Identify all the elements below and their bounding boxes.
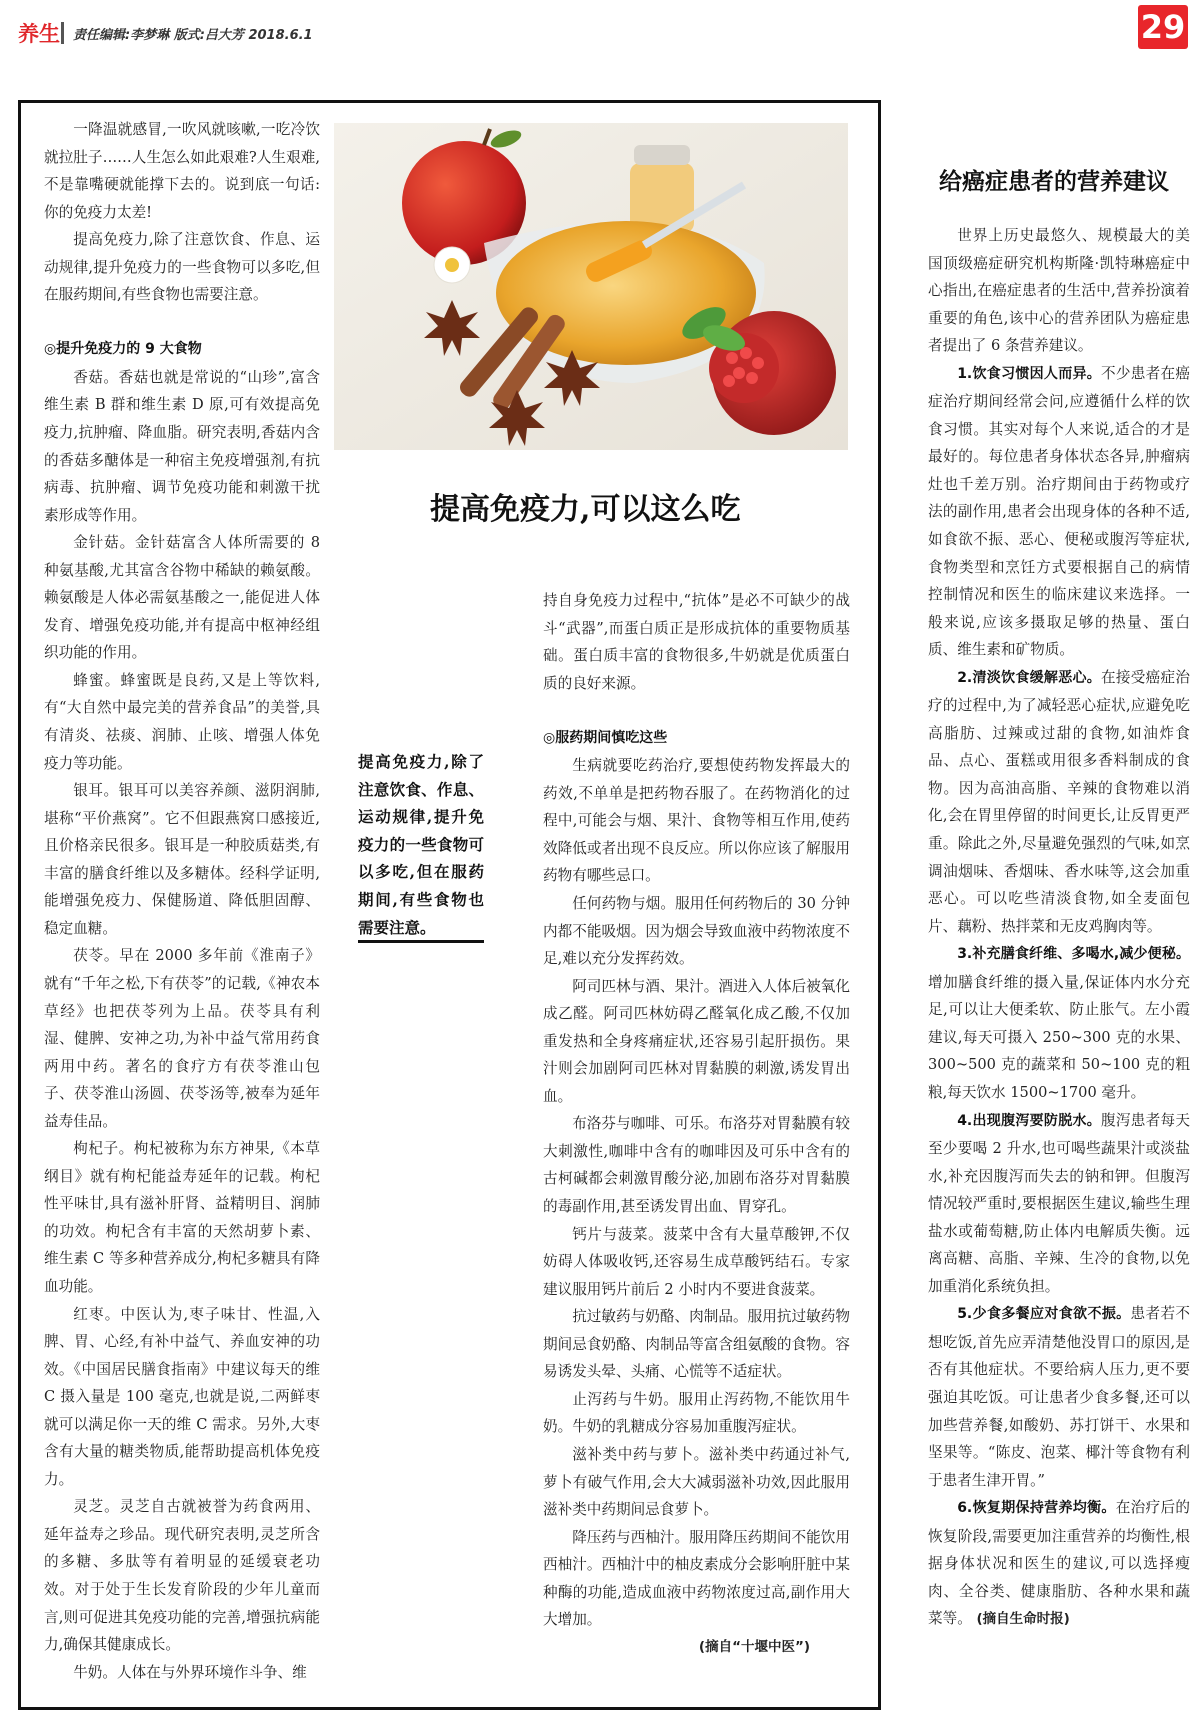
sidebar-item-lead: 5.少食多餐应对食欲不振。 [957, 1306, 1131, 1323]
food-paragraph: 灵芝。灵芝自古就被誉为药食两用、延年益寿之珍品。现代研究表明,灵芝所含的多糖、多肽等有着明显的延缓衰老功效。对于处于生长发育阶段的少年儿童而言,则可促进其免疫功能的完善,增强抗病能力,确保其健康成长。 [44, 1498, 320, 1654]
section-heading: ◎服药期间慎吃这些 [543, 729, 668, 746]
sidebar-item [928, 1107, 1190, 1301]
medicine-paragraph: 钙片与菠菜。菠菜中含有大量草酸钾,不仅妨碍人体吸收钙,还容易生成草酸钙结石。专家建议服用钙片前后 2 小时内不要进食菠菜。 [543, 1225, 850, 1298]
sidebar-column [928, 222, 1190, 1634]
intro-paragraph: 一降温就感冒,一吹风就咳嗽,一吃冷饮就拉肚子……人生怎么如此艰难?人生艰难,不是靠嘴硬就能撑下去的。说到底一句话:你的免疫力太差! [44, 121, 320, 221]
medicine-paragraph: 阿司匹林与酒、果汁。酒进入人体后被氧化成乙醛。阿司匹林妨碍乙醛氧化成乙酸,不仅加重发热和全身疼痛症状,还容易引起肝损伤。果汁则会加剧阿司匹林对胃黏膜的刺激,诱发胃出血。 [543, 977, 850, 1105]
sidebar-item-text: 患者若不想吃饭,首先应弄清楚他没胃口的原因,是否有其他症状。不要给病人压力,更不要强迫其吃饭。可让患者少食多餐,还可以加些营养餐,如酸奶、苏打饼干、水果和坚果等。“陈皮、泡菜、椰汁等食物有利于患者生津开胃。” [928, 1305, 1190, 1489]
section-name: 养生 [18, 22, 60, 46]
sidebar-item [928, 360, 1190, 664]
medicine-paragraph: 任何药物与烟。服用任何药物后的 30 分钟内都不能吸烟。因为烟会导致血液中药物浓度不足,难以充分发挥药效。 [543, 895, 850, 968]
section-heading: ◎提升免疫力的 9 大食物 [44, 341, 202, 358]
sidebar-item [928, 940, 1190, 1106]
header-divider [61, 22, 64, 44]
food-paragraph: 金针菇。金针菇富含人体所需要的 8 种氨基酸,尤其富含谷物中稀缺的赖氨酸。赖氨酸是人体必需氨基酸之一,能促进人体发育、增强免疫功能,并有提高中枢神经组织功能的作用。 [44, 534, 320, 662]
sidebar-source: (摘自生命时报) [976, 1611, 1070, 1628]
pull-quote-rule [358, 940, 484, 943]
food-paragraph: 红枣。中医认为,枣子味甘、性温,入脾、胃、心经,有补中益气、养血安神的功效。《中国居民膳食指南》中建议每天的维 C 摄入量是 100 毫克,也就是说,二两鲜枣就可以满足你一天的维 C 需求。另外,大枣含有大量的糖类物质,能帮助提高机体免疫力。 [44, 1305, 320, 1488]
article-title: 提高免疫力,可以这么吃 [430, 492, 741, 527]
food-paragraph: 蜂蜜。蜂蜜既是良药,又是上等饮料,有“大自然中最完美的营养食品”的美誉,具有清炎、祛痰、润肺、止咳、增强人体免疫力等功能。 [44, 671, 320, 772]
sidebar-item [928, 664, 1190, 940]
food-paragraph: 茯苓。早在 2000 多年前《淮南子》就有“千年之松,下有茯苓”的记载,《神农本草经》也把茯苓列为上品。茯苓具有利湿、健脾、安神之功,为补中益气常用药食两用中药。著名的食疗方有茯苓淮山包子、茯苓淮山汤圆、茯苓汤等,被奉为延年益寿佳品。 [44, 947, 320, 1130]
article-source: (摘自“十堰中医”) [698, 1638, 810, 1655]
sidebar-item-text: 不少患者在癌症治疗期间经常会问,应遵循什么样的饮食习惯。其实对每个人来说,适合的才是最好的。每位患者身体状态各异,肿瘤病灶也千差万别。治疗期间由于药物或疗法的副作用,患者会出现身体的各种不适,如食欲不振、恶心、便秘或腹泻等症状,食物类型和烹饪方式要根据自己的病情控制情况和医生的临床建议来选择。一般来说,应该多摄取足够的热量、蛋白质、维生素和矿物质。 [928, 364, 1190, 659]
sidebar-item-text: 在接受癌症治疗的过程中,为了减轻恶心症状,应避免吃高脂肪、过辣或过甜的食物,如油炸食品、点心、蛋糕或用很多香料制成的食物。因为高油高脂、辛辣的食物难以消化,会在胃里停留的时间更长,让反胃更严重。除此之外,尽量避免强烈的气味,如烹调油烟味、香烟味、香水味等,这会加重恶心。可以吃些清淡食物,如全麦面包片、藕粉、热拌菜和无皮鸡胸肉等。 [928, 668, 1190, 935]
article-column-2 [543, 587, 850, 1661]
sidebar-item [928, 1494, 1190, 1634]
sidebar-item-lead: 1.饮食习惯因人而异。 [957, 365, 1102, 382]
sidebar-item-text: 增加膳食纤维的摄入量,保证体内水分充足,可以让大便柔软、防止胀气。左小霞建议,每天可摄入 250~300 克的水果、300~500 克的蔬菜和 50~100 克的粗粮,每天饮水 1500~1700 毫升。 [928, 973, 1190, 1101]
food-photo [334, 123, 848, 450]
page-number: 29 [1138, 5, 1188, 49]
medicine-paragraph: 生病就要吃药治疗,要想使药物发挥最大的药效,不单单是把药物吞服了。在药物消化的过程中,可能会与烟、果汁、食物等相互作用,使药效降低或者出现不良反应。所以你应该了解服用药物有哪些忌口。 [543, 757, 850, 885]
sidebar-item-lead: 3.补充膳食纤维、多喝水,减少便秘。 [957, 946, 1190, 963]
sidebar-item-lead: 2.清淡饮食缓解恶心。 [957, 669, 1102, 686]
sidebar-item-text: 在治疗后的恢复阶段,需要更加注重营养的均衡性,根据身体状况和医生的建议,可以选择瘦肉、全谷类、健康脂肪、各种水果和蔬菜等。 [928, 1499, 1190, 1628]
sidebar-item-text: 腹泻患者每天至少要喝 2 升水,也可喝些蔬果汁或淡盐水,补充因腹泻而失去的钠和钾。但腹泻情况较严重时,要根据医生建议,输些生理盐水或葡萄糖,防止体内电解质失衡。远离高糖、高脂、辛辣、生冷的食物,以免加重消化系统负担。 [928, 1111, 1190, 1295]
medicine-paragraph: 滋补类中药与萝卜。滋补类中药通过补气,萝卜有破气作用,会大大减弱滋补功效,因此服用滋补类中药期间忌食萝卜。 [543, 1445, 850, 1519]
continued-paragraph: 持自身免疫力过程中,“抗体”是必不可缺少的战斗“武器”,而蛋白质正是形成抗体的重要物质基础。蛋白质丰富的食物很多,牛奶就是优质蛋白质的良好来源。 [543, 592, 850, 692]
sidebar-title: 给癌症患者的营养建议 [939, 168, 1169, 195]
medicine-paragraph: 止泻药与牛奶。服用止泻药物,不能饮用牛奶。牛奶的乳糖成分容易加重腹泻症状。 [543, 1390, 850, 1436]
sidebar-intro: 世界上历史最悠久、规模最大的美国顶级癌症研究机构斯隆·凯特琳癌症中心指出,在癌症患者的生活中,营养扮演着重要的角色,该中心的营养团队为癌症患者提出了 6 条营养建议。 [928, 227, 1190, 355]
sidebar-item-lead: 4.出现腹泻要防脱水。 [957, 1112, 1102, 1129]
medicine-paragraph: 抗过敏药与奶酪、肉制品。服用抗过敏药物期间忌食奶酪、肉制品等富含组氨酸的食物。容易诱发头晕、头痛、心慌等不适症状。 [543, 1308, 850, 1381]
sidebar-item-lead: 6.恢复期保持营养均衡。 [957, 1500, 1116, 1517]
medicine-paragraph: 布洛芬与咖啡、可乐。布洛芬对胃黏膜有较大刺激性,咖啡中含有的咖啡因及可乐中含有的古柯碱都会刺激胃酸分泌,加剧布洛芬对胃黏膜的毒副作用,甚至诱发胃出血、胃穿孔。 [543, 1115, 850, 1216]
page-header [0, 0, 1200, 70]
food-paragraph: 枸杞子。枸杞被称为东方神果,《本草纲目》就有枸杞能益寿延年的记载。枸杞性平味甘,具有滋补肝肾、益精明目、润肺的功效。枸杞含有丰富的天然胡萝卜素、维生素 C 等多种营养成分,枸杞多糖具有降血功能。 [44, 1140, 320, 1295]
food-paragraph: 牛奶。人体在与外界环境作斗争、维 [73, 1663, 307, 1681]
editor-info: 责任编辑:李梦琳 版式:吕大芳 2018.6.1 [73, 28, 313, 43]
food-paragraph: 银耳。银耳可以美容养颜、滋阴润肺,堪称“平价燕窝”。它不但跟燕窝口感接近,且价格亲民很多。银耳是一种胶质菇类,有丰富的膳食纤维以及多糖体。经科学证明,能增强免疫力、保健肠道、降低胆固醇、稳定血糖。 [44, 782, 320, 937]
sidebar-item [928, 1300, 1190, 1494]
food-paragraph: 香菇。香菇也就是常说的“山珍”,富含维生素 B 群和维生素 D 原,可有效提高免疫力,抗肿瘤、降血脂。研究表明,香菇内含的香菇多醣体是一种宿主免疫增强剂,有抗病毒、抗肿瘤、调节免疫功能和刺激干扰素形成等作用。 [44, 368, 320, 524]
medicine-paragraph: 降压药与西柚汁。服用降压药期间不能饮用西柚汁。西柚汁中的柚皮素成分会影响肝脏中某种酶的功能,造成血液中药物浓度过高,副作用大大增加。 [543, 1528, 850, 1629]
intro-paragraph: 提高免疫力,除了注意饮食、作息、运动规律,提升免疫力的一些食物可以多吃,但在服药期间,有些食物也需要注意。 [44, 231, 320, 304]
article-column-1 [44, 116, 320, 1686]
pull-quote: 提高免疫力,除了注意饮食、作息、运动规律,提升免疫力的一些食物可以多吃,但在服药期间,有些食物也需要注意。 [358, 752, 484, 937]
